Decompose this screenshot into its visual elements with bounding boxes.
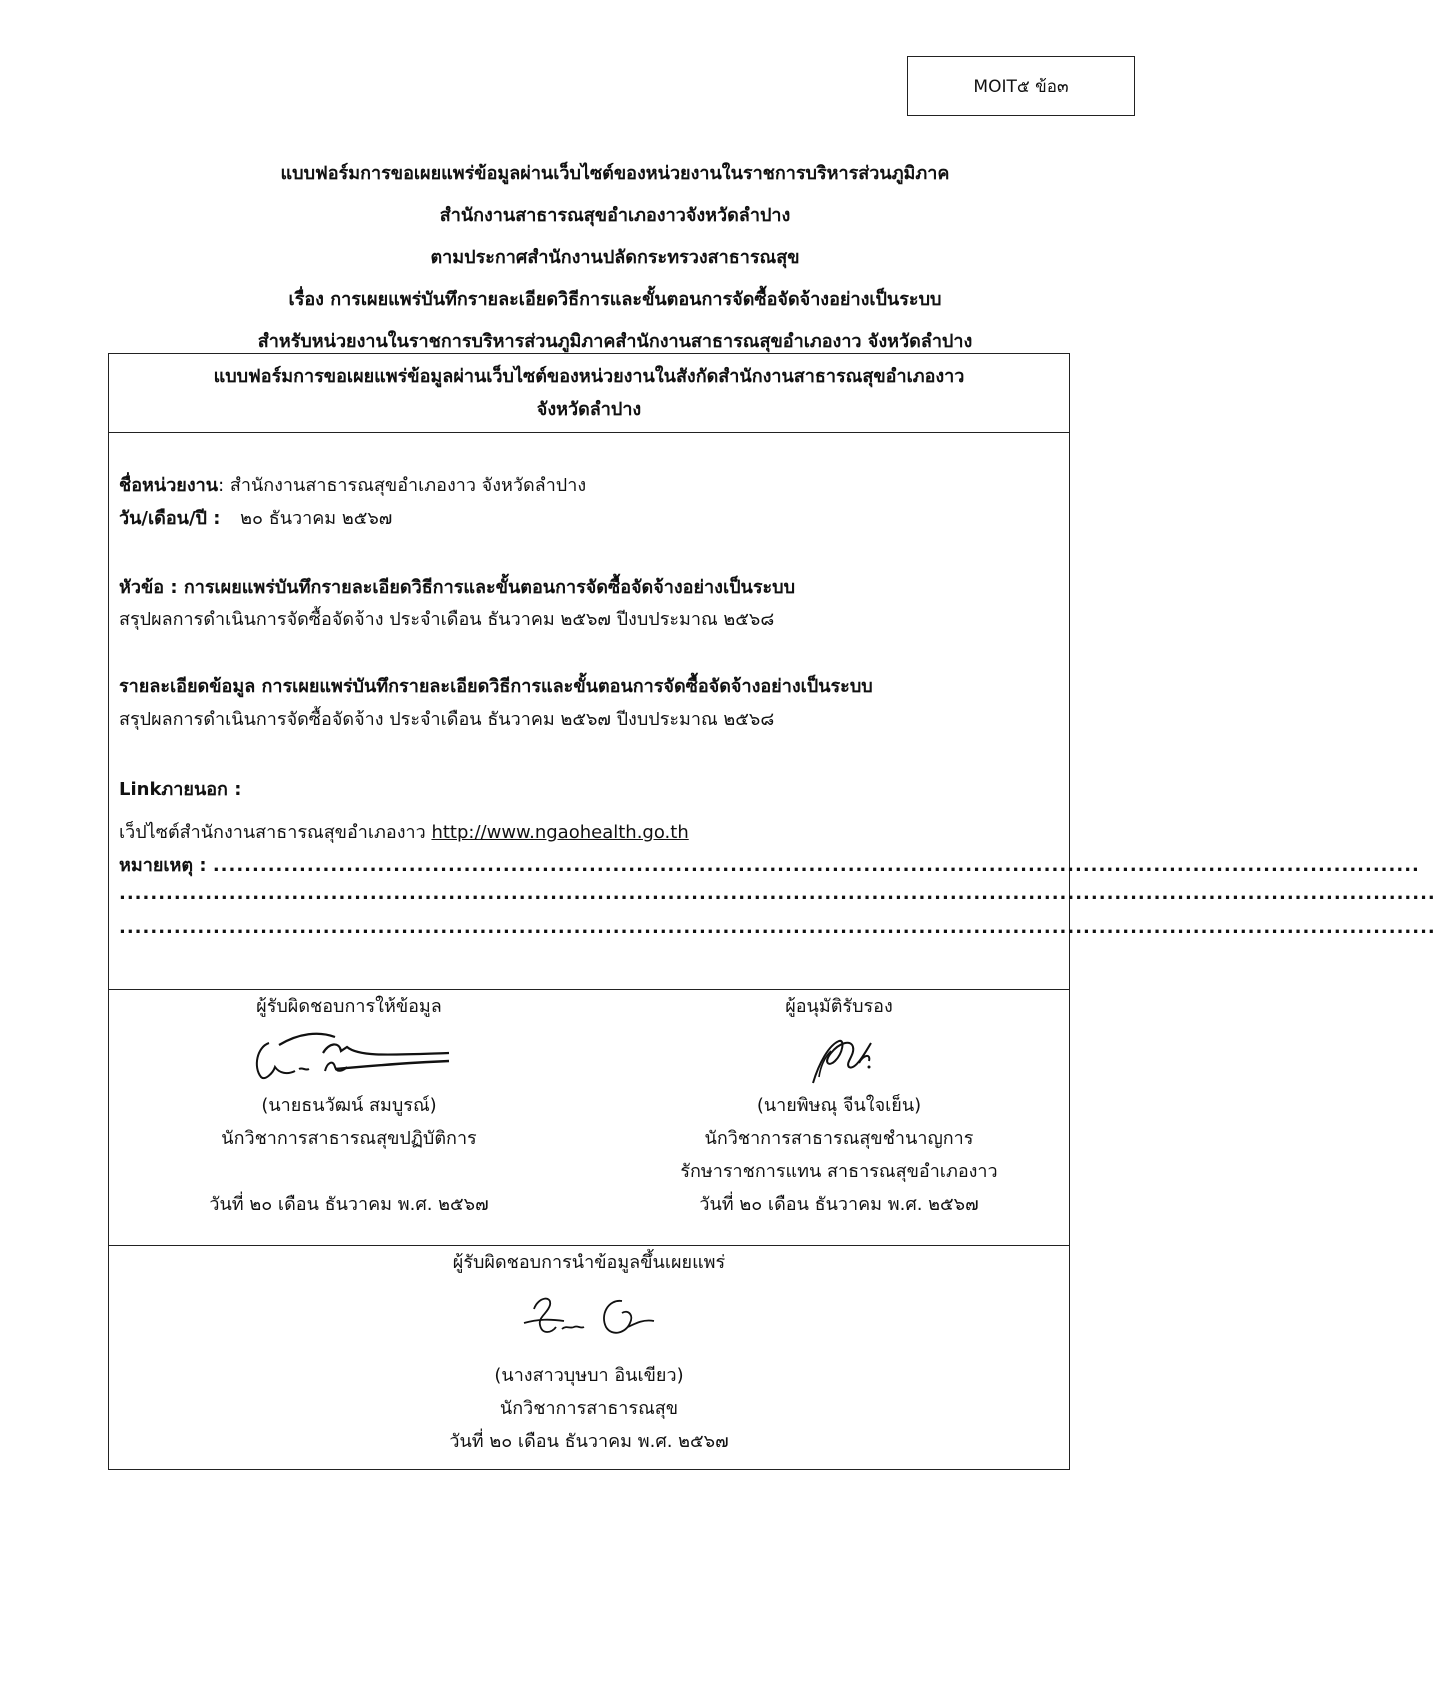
approver-name: (นายพิษณุ จีนใจเย็น)	[756, 1095, 922, 1116]
approver-date: วันที่ ๒๐ เดือน ธันวาคม พ.ศ. ๒๕๖๗	[699, 1194, 979, 1215]
responsible-date: วันที่ ๒๐ เดือน ธันวาคม พ.ศ. ๒๕๖๗	[209, 1194, 489, 1215]
detail-label: รายละเอียดข้อมูล การเผยแพร่บันทึกรายละเอียดวิธีการและขั้นตอนการจัดซื้อจัดจ้างอย่างเป็นระบบ	[119, 676, 873, 697]
publication-form	[108, 353, 1436, 1470]
detail-summary: สรุปผลการดำเนินการจัดซื้อจัดจ้าง ประจำเดือน ธันวาคม ๒๕๖๗ ปีงบประมาณ ๒๕๖๘	[119, 709, 775, 730]
date-label: วัน/เดือน/ปี :	[119, 508, 221, 529]
header-line-1: แบบฟอร์มการขอเผยแพร่ข้อมูลผ่านเว็บไซต์ของหน่วยงานในราชการบริหารส่วนภูมิภาค	[280, 163, 950, 184]
header-line-5: สำหรับหน่วยงานในราชการบริหารส่วนภูมิภาคสำนักงานสาธารณสุขอำเภองาว จังหวัดลำปาง	[257, 331, 973, 352]
document-header	[150, 153, 1080, 363]
website-row	[119, 817, 689, 846]
responsible-spacer	[169, 1155, 529, 1188]
signature-section	[109, 990, 1069, 1246]
topic-label: หัวข้อ : การเผยแพร่บันทึกรายละเอียดวิธีการและขั้นตอนการจัดซื้อจัดจ้างอย่างเป็นระบบ	[119, 577, 796, 598]
header-line-4: เรื่อง การเผยแพร่บันทึกรายละเอียดวิธีการและขั้นตอนการจัดซื้อจัดจ้างอย่างเป็นระบบ	[288, 289, 942, 310]
remark-dots-line-2: ........................................................................................................................................................................	[119, 917, 1436, 938]
unit-value: : สำนักงานสาธารณสุขอำเภองาว จังหวัดลำปาง	[218, 475, 587, 496]
topic-summary: สรุปผลการดำเนินการจัดซื้อจัดจ้าง ประจำเดือน ธันวาคม ๒๕๖๗ ปีงบประมาณ ๒๕๖๘	[119, 609, 775, 630]
form-title	[109, 354, 1069, 433]
link-label: Linkภายนอก :	[119, 779, 242, 800]
unit-label: ชื่อหน่วยงาน	[119, 475, 219, 496]
approver-acting: รักษาราชการแทน สาธารณสุขอำเภองาว	[680, 1161, 998, 1182]
header-line-3: ตามประกาศสำนักงานปลัดกระทรวงสาธารณสุข	[430, 247, 800, 268]
approver-signature-block	[649, 990, 1029, 1221]
form-title-line-1: แบบฟอร์มการขอเผยแพร่ข้อมูลผ่านเว็บไซต์ของหน่วยงานในสังกัดสำนักงานสาธารณสุขอำเภองาว	[213, 366, 965, 387]
remark-dots: ..........................................................................................................................................................	[212, 855, 1420, 876]
date-value: ๒๐ ธันวาคม ๒๕๖๗	[240, 508, 393, 529]
publisher-position: นักวิชาการสาธารณสุข	[499, 1398, 679, 1419]
header-line-2: สำนักงานสาธารณสุขอำเภองาวจังหวัดลำปาง	[439, 205, 791, 226]
remark-dots-line-1: ........................................................................................................................................................................	[119, 883, 1436, 904]
publisher-date: วันที่ ๒๐ เดือน ธันวาคม พ.ศ. ๒๕๖๗	[449, 1431, 729, 1452]
remark-row	[119, 850, 1420, 879]
publisher-name: (นางสาวบุษบา อินเขียว)	[494, 1365, 684, 1386]
responsible-signature-image	[239, 1023, 459, 1089]
form-title-line-2: จังหวัดลำปาง	[536, 399, 642, 420]
approver-signature-image	[779, 1023, 899, 1089]
form-content	[109, 433, 1436, 990]
responsible-heading: ผู้รับผิดชอบการให้ข้อมูล	[256, 996, 442, 1017]
date-row	[119, 503, 392, 532]
website-link[interactable]: http://www.ngaohealth.go.th	[431, 822, 689, 843]
approver-heading: ผู้อนุมัติรับรอง	[785, 996, 893, 1017]
publisher-section	[109, 1246, 1069, 1469]
website-text: เว็ปไซต์สำนักงานสาธารณสุขอำเภองาว	[119, 822, 432, 843]
approver-position: นักวิชาการสาธารณสุขชำนาญการ	[704, 1128, 974, 1149]
unit-row	[119, 470, 586, 499]
responsible-position: นักวิชาการสาธารณสุขปฏิบัติการ	[221, 1128, 477, 1149]
publisher-heading: ผู้รับผิดชอบการนำข้อมูลขึ้นเผยแพร่	[452, 1252, 726, 1273]
publisher-signature-image	[504, 1279, 674, 1359]
document-code: MOIT๕ ข้อ๓	[973, 76, 1069, 97]
document-code-box	[907, 56, 1135, 116]
responsible-name: (นายธนวัฒน์ สมบูรณ์)	[261, 1095, 437, 1116]
responsible-signature-block	[169, 990, 529, 1221]
remark-label: หมายเหตุ :	[119, 855, 213, 876]
